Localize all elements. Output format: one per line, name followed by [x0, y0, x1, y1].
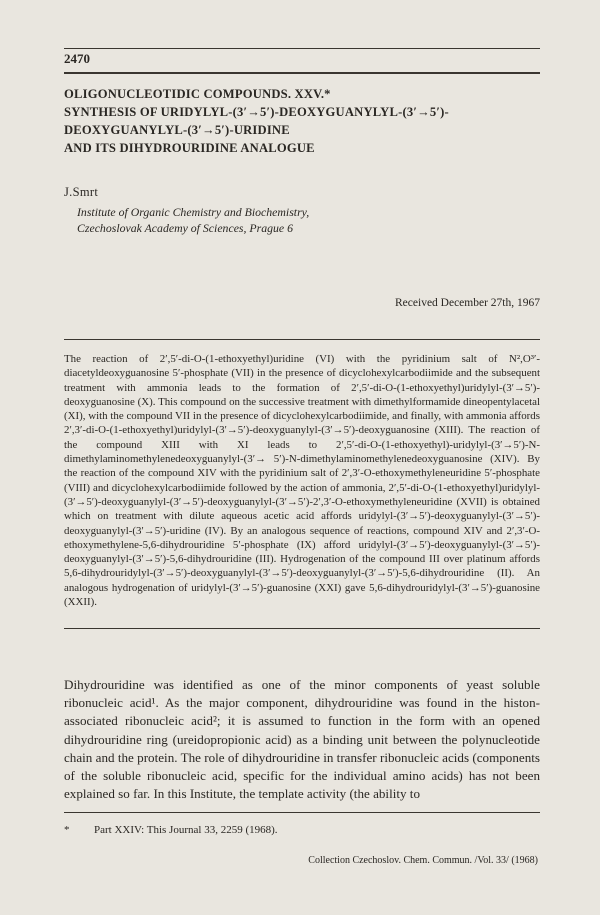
author-name — [64, 185, 98, 200]
title-line-2: SYNTHESIS OF URIDYLYL-(3′→5′)-DEOXYGUANYLYL-(3′→5′)- — [64, 105, 449, 119]
footnote-text: Part XXIV: This Journal 33, 2259 (1968). — [94, 824, 278, 836]
header-rule-top — [64, 48, 540, 49]
abstract-text: The reaction of 2′,5′-di-O-(1-ethoxyethyl)uridine (VI) with the pyridinium salt of N²,O³′-diacetyldeoxyguanosine 5′-phosphate (VII) in the presence of dicyclohexylcarbodiimide and the subsequent treatment with ammonia leads to the formation of 2′,5′-di-O-(1-ethoxyethyl)uridylyl-(3′→5′)-deoxyguanosine (X). This compound on the successive treatment with dimethylformamide dineopentylacetal (XI), with the compound VII in the presence of dicyclohexylcarbodiimide, and finally, with ammonia affords 2′,3′-di-O-(1-ethoxyethyl)uridylyl-(3′→5′)-deoxyguanylyl-(3′→5′)-deoxyguanosine (XIII). The reaction of the compound XIII with XI leads to 2′,5′-di-O-(1-ethoxyethyl)-uridylyl-(3′→5′)-N-dimethylaminomethylenedeoxyguanylyl-(3′→ 5′)-N-dimethylaminomethylenedeoxyguanosine (XIV). By the reaction of the compound XIV with the pyridinium salt of 2′,3′-O-ethoxymethyleneuridine 5′-phosphate (VIII) and dicyclohexylcarbodiimide followed by the action of ammonia, 2′,5′-di-O-(1-ethoxyethyl)uridylyl-(3′→5′)-deoxyguanylyl-(3′→5′)-deoxyguanylyl-(3′→5′)-2′,3′-O-ethoxymethyleneuridine (XVII) is obtained which on treatment with dilute aqueous acetic acid affords uridylyl-(3′→5′)-deoxyguanylyl-(3′→5′)-deoxyguanylyl-(3′→5′)-uridine (IV). By an analogous sequence of reactions, compound XIV and 2′,3′-O-ethoxymethylene-5,6-dihydrouridine 5′-phosphate (IX) afford uridylyl-(3′→5′)-deoxyguanylyl-(3′→5′)-deoxyguanylyl-(3′→5′)-5,6-dihydrouridine (III). Hydrogenation of the compound III over platinum affords 5,6-dihydrouridylyl-(3′→5′)-deoxyguanylyl-(3′→5′)-deoxyguanylyl-(3′→5′)-5,6-dihydrouridine (II). An analogous hydrogenation of uridylyl-(3′→5′)-guanosine (XXI) gave 5,6-dihydrouridylyl-(3′→5′)-guanosine (XXII). — [64, 353, 540, 609]
header-rule-bottom — [64, 72, 540, 74]
footnote-marker: * — [64, 824, 70, 836]
body-paragraph: Dihydrouridine was identified as one of the minor components of yeast soluble ribonucleic acid¹. As the major component, dihydrouridine was found in the histon-associated ribonucleic acid²; it is assumed to function in the form with an opened dihydrouridine ring (ureidopropionic acid) as a binding unit between the polynucleotide chain and the protein. The role of dihydrouridine in transfer ribonucleic acids (components of the soluble ribonucleic acid, specific for the individual amino acids) has not been explained so far. In this Institute, the template activity (the ability to — [64, 677, 540, 802]
footnote-rule — [64, 812, 540, 813]
affiliation-line-1: Institute of Organic Chemistry and Biochemistry, — [77, 205, 310, 219]
footnote — [64, 824, 278, 836]
affiliation-line-2: Czechoslovak Academy of Sciences, Prague 6 — [77, 221, 293, 235]
journal-footer: Collection Czechoslov. Chem. Commun. /Vol. 33/ (1968) — [308, 855, 538, 866]
abstract-rule-bottom — [64, 628, 540, 629]
article-title — [64, 85, 540, 157]
abstract-rule-top — [64, 339, 540, 340]
author-name-text: J.Smrt — [64, 185, 99, 199]
author-affiliation — [77, 204, 309, 236]
received-date: Received December 27th, 1967 — [395, 297, 540, 309]
title-line-3: DEOXYGUANYLYL-(3′→5′)-URIDINE — [64, 123, 290, 137]
title-line-4: AND ITS DIHYDROURIDINE ANALOGUE — [64, 141, 315, 155]
page-number: 2470 — [64, 51, 90, 66]
title-line-1: OLIGONUCLEOTIDIC COMPOUNDS. XXV.* — [64, 87, 331, 101]
